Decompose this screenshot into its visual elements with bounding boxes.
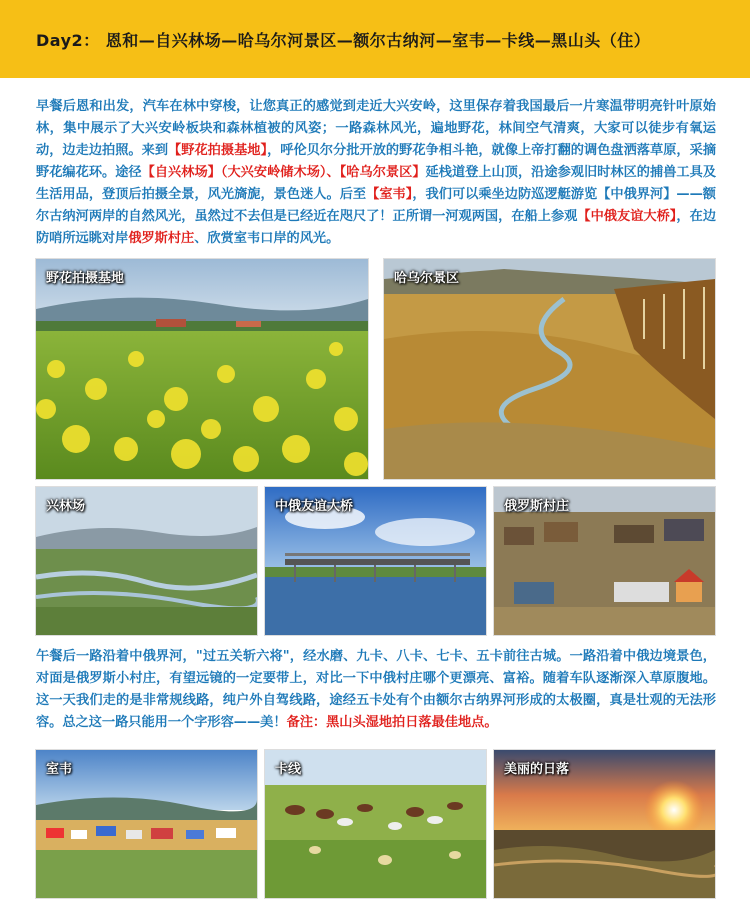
- photo-caption: 俄罗斯村庄: [504, 499, 570, 514]
- body-text: ，呼伦贝尔分批开放的野花争相斗艳，就像上帝打翻的调色盘洒落草原，采摘野花编花环。途径: [36, 143, 717, 180]
- itinerary-paragraph-afternoon: [36, 646, 716, 734]
- photo-caption: 室韦: [46, 762, 73, 777]
- highlight-text: 俄罗斯村庄: [128, 231, 195, 246]
- photo-sino-russian-bridge: [264, 486, 487, 636]
- highlight-text: 【中俄友谊大桥】: [577, 209, 677, 224]
- photo-caption: 兴林场: [46, 499, 86, 514]
- photo-shiwei: [35, 749, 258, 899]
- photo-wildflower-base: [35, 258, 369, 480]
- day-header: [0, 0, 750, 78]
- photo-caption: 哈乌尔景区: [394, 271, 460, 286]
- body-text: 延栈道登上山顶，沿途参观旧时林区的捕兽工具及生活用品，登顶后拍摄全景，风光旖旎，景色迷人。后至: [36, 165, 717, 202]
- body-text: 午餐后一路沿着中俄界河，"过五关斩六将"，经水磨、九卡、八卡、七卡、五卡前往古城。一路沿着中俄边境景色，对面是俄罗斯小村庄，有望远镜的一定要带上，对比一下中俄村庄哪个更漂亮、富裕。随着车队逐渐深入草原腹地。这一天我们走的是非常规线路，纯户外自驾线路，途经五卡处有个由额尔古纳界河形成的太极圈，真是壮观的无法形容。总之这一路只能用一个字形容——美！: [36, 649, 716, 730]
- itinerary-paragraph-morning: [36, 96, 716, 250]
- photo-kaxian: [264, 749, 487, 899]
- highlight-text: 【室韦】: [366, 187, 413, 202]
- day-title: Day2： 恩和—自兴林场—哈乌尔河景区—额尔古纳河—室韦—卡线—黑山头（住）: [36, 30, 651, 50]
- highlight-text: 备注：黑山头湿地拍日落最佳地点。: [286, 715, 498, 730]
- highlight-text: 【野花拍摄基地】: [168, 143, 268, 158]
- photo-hawuer-scenic: [383, 258, 716, 480]
- body-text: 、欣赏室韦口岸的风光。: [194, 231, 340, 246]
- body-text: ，在边防哨所远眺对岸: [36, 209, 717, 246]
- photo-caption: 美丽的日落: [504, 762, 570, 777]
- highlight-text: 【自兴林场】（大兴安岭储木场）、【哈乌尔景区】: [141, 165, 426, 180]
- body-text: ，我们可以乘坐边防巡逻艇游览【中俄界河】——额尔古纳河两岸的自然风光，虽然过不去但是已经近在咫尺了！正所谓一河观两国，在船上参观: [36, 187, 716, 224]
- photo-caption: 野花拍摄基地: [46, 271, 125, 286]
- photo-caption: 卡线: [275, 762, 302, 777]
- photo-sunset: [493, 749, 716, 899]
- photo-russian-village: [493, 486, 716, 636]
- photo-caption: 中俄友谊大桥: [275, 499, 354, 514]
- body-text: 早餐后恩和出发，汽车在林中穿梭，让您真正的感觉到走近大兴安岭，这里保存着我国最后一片寒温带明亮针叶原始林，集中展示了大兴安岭板块和森林植被的风姿；一路森林风光，遍地野花，林间空气清爽，大家可以徒步有氧运动，边走边拍照。来到: [36, 99, 716, 158]
- photo-forest-farm: [35, 486, 258, 636]
